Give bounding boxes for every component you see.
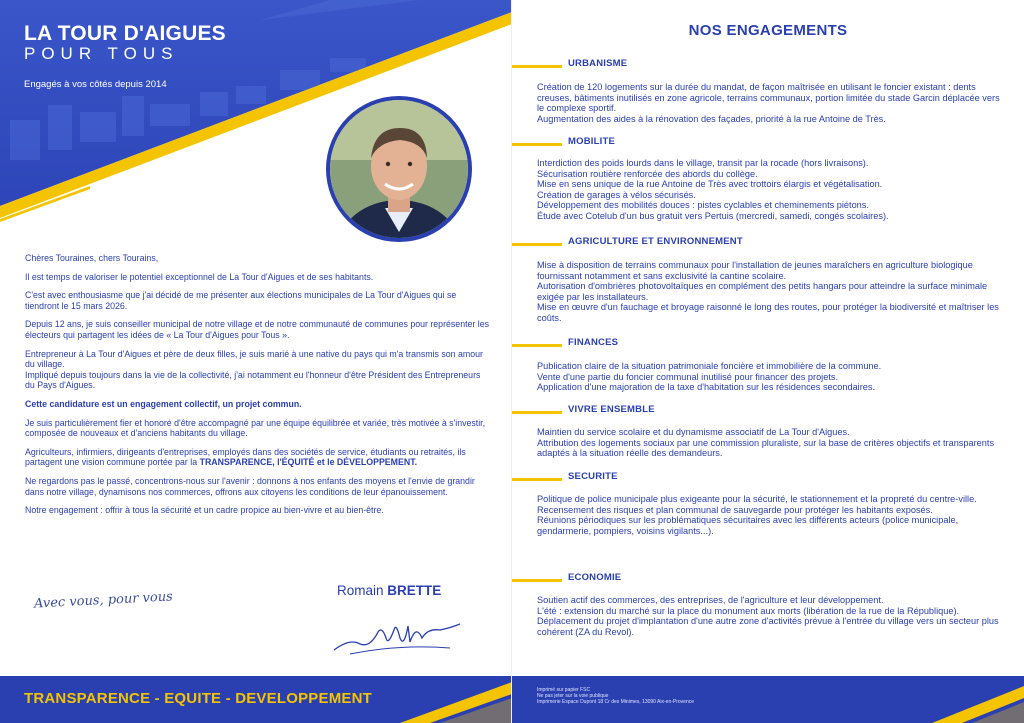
section-line: Sécurisation routière renforcée des abords du collège.: [537, 168, 758, 179]
candidate-name: [337, 583, 441, 598]
candidate-photo: [330, 100, 468, 238]
letter-greeting: Chères Touraines, chers Tourains,: [25, 253, 159, 263]
section-body-securite: [537, 494, 1002, 536]
letter-values: TRANSPARENCE, l'ÉQUITÉ et le DÉVELOPPEMENT.: [199, 457, 418, 468]
section-line: Recensement des risques et plan communal de sauvegarde pour protéger les habitants exposés.: [537, 504, 933, 515]
section-line: Réunions périodiques sur les problématiques sécuritaires avec les différents acteurs (police municipale, gendarmerie, pompiers, voisins vigilants...).: [537, 515, 959, 536]
section-body-agriculture: [537, 260, 1002, 324]
signature: [330, 608, 470, 658]
letter-paragraph: C'est avec enthousiasme que j'ai décidé de me présenter aux élections municipales de La Tour d'Aigues qui se tiendront le 15 mars 2026.: [25, 290, 457, 311]
imprint-line: Imprimé sur papier FSC: [537, 687, 591, 693]
section-line: Étude avec Cotelub d'un bus gratuit vers Pertuis (mercredi, samedi, congés scolaires).: [537, 210, 889, 221]
letter-paragraph: Impliqué depuis toujours dans la vie de la collectivité, j'ai notamment eu l'honneur d'être Président des Entrepreneurs du Pays d'Aigues.: [25, 369, 481, 391]
section-line: Mise en œuvre d'un fauchage et broyage raisonné le long des routes, pour protéger la biodiversité et maîtriser les coûts.: [537, 302, 999, 323]
section-title: URBANISME: [568, 58, 628, 69]
heading-accent-bar: [512, 344, 562, 347]
section-title: SECURITE: [568, 471, 618, 482]
slogan: TRANSPARENCE - EQUITE - DEVELOPPEMENT: [24, 690, 372, 707]
imprint-line: Ne pas jeter sur la voie publique: [537, 693, 609, 700]
section-body-mobilite: [537, 158, 1002, 222]
letter-paragraph: Depuis 12 ans, je suis conseiller municipal de notre village et de notre communauté de communes pour représenter les électeurs qui partagent les idées de « La Tour d'Aigues pour Tous ».: [25, 319, 490, 340]
section-line: Création de garages à vélos sécurisés.: [537, 189, 696, 200]
campaign-title: LA TOUR D'AIGUES: [24, 22, 226, 45]
section-title: AGRICULTURE ET ENVIRONNEMENT: [568, 236, 743, 247]
campaign-subtitle: POUR TOUS: [24, 44, 179, 63]
imprint-line: Imprimerie Espace Dupont 18 Cr des Minimes, 13090 Aix-en-Provence: [537, 699, 695, 706]
section-title: VIVRE ENSEMBLE: [568, 404, 655, 415]
heading-accent-bar: [512, 579, 562, 582]
section-title: ECONOMIE: [568, 572, 622, 583]
section-heading-urbanisme: [512, 58, 1024, 72]
section-body-urbanisme: [537, 82, 1002, 124]
section-heading-vivre-ensemble: [512, 404, 1024, 418]
section-line: Attribution des logements sociaux par une commission pluraliste, sur la base de critères objectifs et transparents adaptés à la situation réelle des demandeurs.: [537, 437, 995, 459]
section-heading-securite: [512, 471, 1024, 485]
section-line: Mise en sens unique de la rue Antoine de Très avec trottoirs élargis et végétalisation.: [537, 179, 883, 190]
tagline: Engagés à vos côtés depuis 2014: [24, 79, 167, 90]
section-heading-mobilite: [512, 136, 1024, 150]
section-title: FINANCES: [568, 337, 619, 348]
section-line: Autorisation d'ombrières photovoltaïques en complément des petits hangars pour atteindre la surface minimale exigée par les installateurs.: [537, 281, 988, 302]
section-heading-economie: [512, 572, 1024, 586]
letter-paragraph: Il est temps de valoriser le potentiel exceptionnel de La Tour d'Aigues et de ses habitants.: [25, 271, 374, 282]
heading-accent-bar: [512, 243, 562, 246]
letter-paragraph: Entrepreneur à La Tour d'Aigues et père de deux filles, je suis marié à une native du pays qui m'a transmis son amour du village.: [25, 348, 483, 370]
candidate-last-name: BRETTE: [387, 583, 442, 598]
section-line: Soutien actif des commerces, des entreprises, de l'agriculture et leur développement.: [537, 595, 884, 605]
heading-accent-bar: [512, 143, 562, 146]
section-body-economie: [537, 595, 1002, 637]
candidate-portrait: [330, 100, 468, 238]
section-line: Politique de police municipale plus exigeante pour la sécurité, le stationnement et la propreté du centre-ville.: [537, 494, 977, 504]
section-line: L'été : extension du marché sur la place du monument aux morts (libération de la rue de la République).: [537, 605, 960, 616]
letter-paragraph: Notre engagement : offrir à tous la sécurité et un cadre propice au bien-vivre et au bien-être.: [25, 505, 384, 516]
section-heading-finances: [512, 337, 1024, 351]
footer-banner: [0, 676, 512, 723]
section-heading-agriculture: [512, 236, 1024, 250]
letter-paragraph: [25, 447, 490, 468]
candidate-first-name: Romain: [337, 583, 384, 598]
section-title: MOBILITE: [568, 136, 615, 147]
section-line: Vente d'une partie du foncier communal inutilisé pour financer des projets.: [537, 371, 839, 382]
section-line: Application d'une majoration de la taxe d'habitation sur les résidences secondaires.: [537, 382, 876, 393]
heading-accent-bar: [512, 411, 562, 414]
right-page: [512, 0, 1024, 723]
section-line: Déplacement du projet d'implantation d'une autre zone d'activités prévue à l'entrée du village vers un secteur plus cohérent (ZA du Revol).: [537, 616, 999, 637]
section-line: Mise à disposition de terrains communaux pour l'installation de jeunes maraîchers en agriculture biologique fournissant notamment et sans exclusivité la cantine scolaire.: [537, 260, 973, 281]
letter-paragraph: Ne regardons pas le passé, concentrons-nous sur l'avenir : donnons à nos enfants des moyens et l'envie de grandir dans notre village, dynamisons nos commerces, offrons aux citoyens les conditions de leur épanouissement.: [25, 475, 475, 497]
section-body-finances: [537, 361, 1002, 393]
letter-emphasis: Cette candidature est un engagement collectif, un projet commun.: [25, 398, 302, 409]
section-line: Publication claire de la situation patrimoniale foncière et immobilière de la commune.: [537, 361, 882, 371]
section-line: Interdiction des poids lourds dans le village, transit par la rocade (hors livraisons).: [537, 158, 869, 168]
section-line: Création de 120 logements sur la durée du mandat, de façon maîtrisée en utilisant le foncier existant : dents creuses, bâtiments inutilisés en zone agricole, terrains communaux, portion limitée du stade Garcin déplacée vers le complexe sportif.: [537, 82, 1000, 114]
footer-banner-right: [512, 676, 1024, 723]
letter-paragraph: Je suis particulièrement fier et honoré d'être accompagné par une équipe équilibrée et variée, très motivée à s'investir, composée de nouveaux et d'anciens habitants du village.: [25, 417, 486, 439]
engagements-title: NOS ENGAGEMENTS: [688, 22, 848, 39]
section-line: Développement des mobilités douces : pistes cyclables et cheminements piétons.: [537, 200, 869, 211]
heading-accent-bar: [512, 478, 562, 481]
section-line: Maintien du service scolaire et du dynamisme associatif de La Tour d'Aigues.: [537, 427, 850, 437]
section-line: Augmentation des aides à la rénovation des façades, priorité à la rue Antoine de Très.: [537, 113, 886, 124]
handwritten-note: Avec vous, pour vous: [33, 589, 174, 612]
letter-text: Agriculteurs, infirmiers, dirigeants d'entreprises, employés dans des sociétés de service, étudiants ou retraités, ils partagent une vision commune portée par la: [25, 446, 466, 468]
imprint-notice: [537, 687, 694, 706]
section-body-vivre-ensemble: [537, 427, 1002, 459]
candidate-letter: [25, 253, 490, 524]
heading-accent-bar: [512, 65, 562, 68]
